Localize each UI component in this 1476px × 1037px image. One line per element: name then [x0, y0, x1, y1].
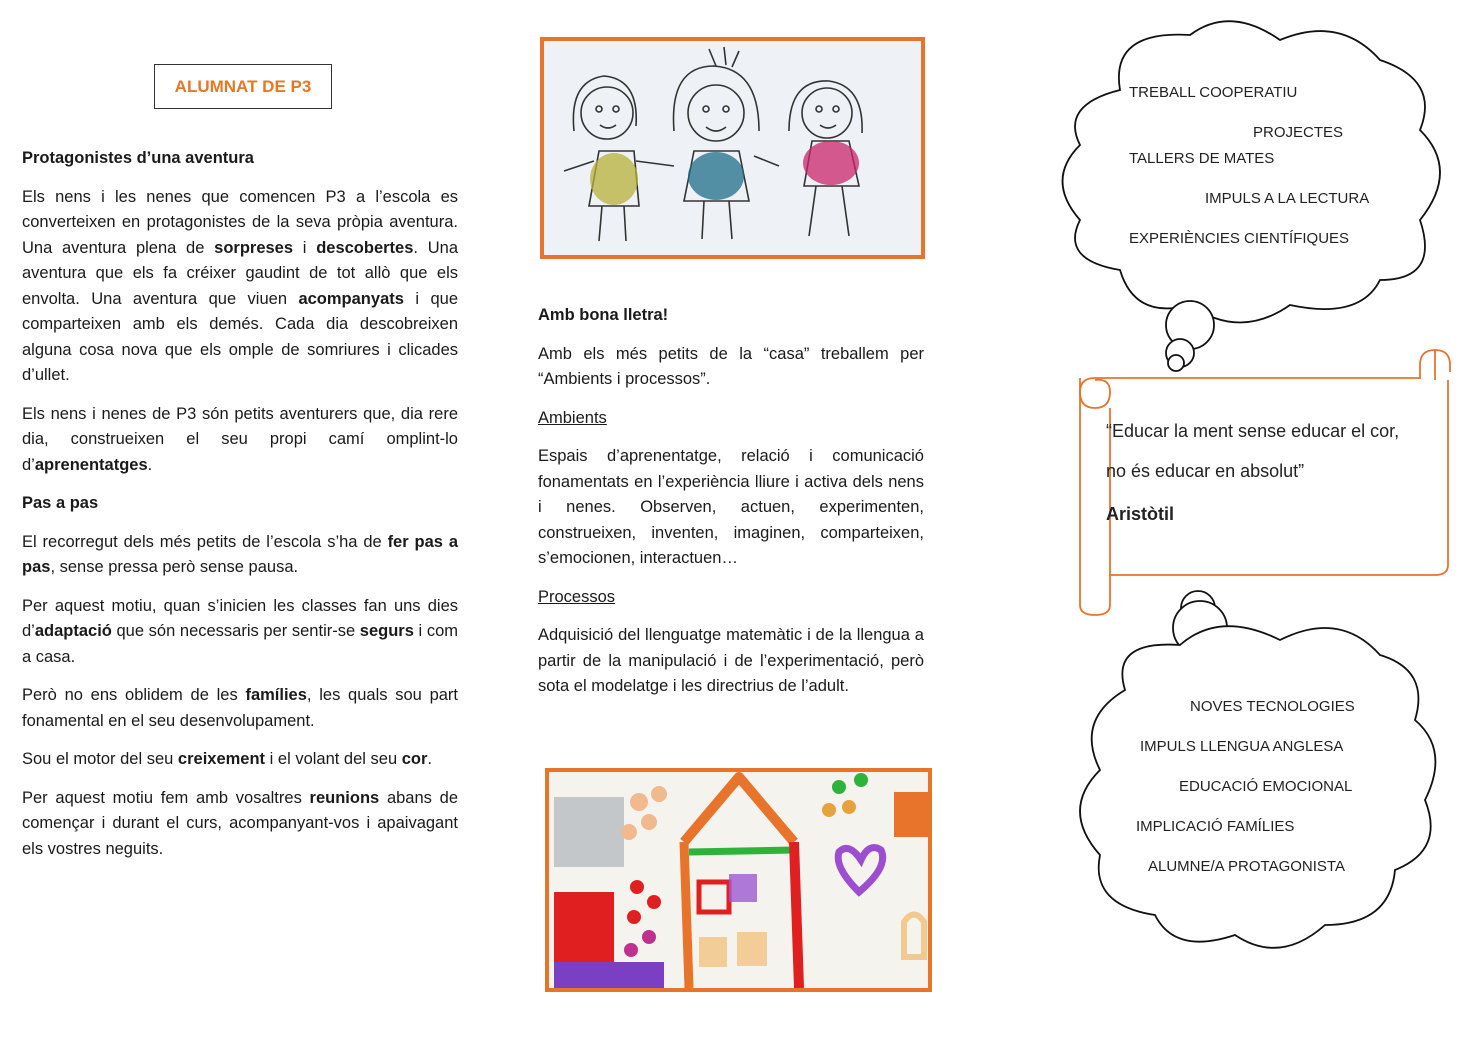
- bold-text: famílies: [245, 686, 307, 704]
- bold-text: reunions: [309, 788, 380, 807]
- text-run: , les quals sou part fonamental en el seu desenvolupament.: [22, 686, 458, 730]
- cloud-item: EDUCACIÓ EMOCIONAL: [1179, 778, 1353, 795]
- text-run: , sense pressa però sense pausa.: [50, 558, 299, 576]
- ambients-paragraph: Espais d’aprenentatge, relació i comunicació fonamentats en l’experiència lliure i activa dels nens i nenes. Observen, actuen, experimenten, construeixen, inventen, imaginen, comparteixen, s’emocionen, interactuen…: [538, 447, 924, 567]
- cloud-item: EXPERIÈNCIES CIENTÍFIQUES: [1129, 230, 1350, 247]
- text-run: i: [293, 238, 317, 257]
- house-painting-image: [545, 768, 932, 992]
- text-run: .: [427, 750, 433, 768]
- text-run: abans de començar i durant el curs, acompanyant-vos i apaivagant els vostres neguits.: [22, 788, 458, 858]
- cloud-top-shape: [1063, 21, 1441, 322]
- cloud-item: TALLERS DE MATES: [1129, 150, 1275, 167]
- quote-line-2: no és educar en absolut”: [1106, 461, 1305, 481]
- left-column: [22, 146, 458, 875]
- bold-text: adaptació: [34, 622, 112, 640]
- paragraph: [22, 402, 458, 479]
- bold-text: sorpreses: [214, 238, 294, 257]
- paragraph: [22, 594, 458, 671]
- quote-line-1: “Educar la ment sense educar el cor,: [1106, 421, 1400, 441]
- quote-author: Aristòtil: [1106, 504, 1175, 524]
- cloud-item: IMPULS LLENGUA ANGLESA: [1140, 738, 1344, 755]
- page-title-box: [154, 64, 332, 109]
- heading-pas-a-pas: Pas a pas: [22, 494, 99, 512]
- paragraph: [22, 683, 458, 734]
- heading-protagonistes: Protagonistes d’una aventura: [22, 149, 254, 167]
- paragraph: [22, 530, 458, 581]
- middle-column: [538, 303, 924, 713]
- text-run: .: [147, 455, 153, 474]
- bold-text: descobertes: [316, 238, 414, 257]
- text-run: i com a casa.: [22, 622, 458, 666]
- subheading-ambients: Ambients: [538, 408, 607, 427]
- text-run: Per aquest motiu fem amb vosaltres: [22, 788, 310, 807]
- children-drawing-image: [540, 37, 925, 259]
- cloud-item: TREBALL COOPERATIU: [1129, 84, 1298, 101]
- text-run: Per aquest motiu, quan s’inicien les classes fan uns dies d’: [22, 596, 458, 640]
- text-run: El recorregut dels més petits de l’escola s’ha de: [22, 532, 388, 551]
- heading-amb-bona-lletra: Amb bona lletra!: [538, 306, 669, 324]
- paragraph: [22, 185, 458, 389]
- text-run: i que comparteixen amb els demés. Cada dia descobreixen alguna cosa nova que els omple de somriures i clicades d’ullet.: [22, 289, 458, 384]
- bold-text: aprenentatges: [34, 455, 148, 474]
- text-run: Sou el motor del seu: [22, 750, 178, 768]
- intro-paragraph: Amb els més petits de la “casa” treballem per “Ambients i processos”.: [538, 344, 924, 388]
- bold-text: fer pas a pas: [22, 532, 458, 576]
- text-run: que són necessaris per sentir-se: [111, 622, 360, 640]
- bold-text: acompanyats: [298, 289, 404, 308]
- text-run: i el volant del seu: [265, 750, 402, 768]
- cloud-item: NOVES TECNOLOGIES: [1190, 698, 1355, 715]
- house-painting-illustration: [549, 772, 928, 988]
- children-drawing-illustration: [544, 41, 921, 255]
- bold-text: cor: [401, 750, 428, 768]
- text-run: Els nens i nenes de P3 són petits aventurers que, dia rere dia, construeixen el seu propi camí omplint-lo d’: [22, 404, 458, 474]
- cloud-item: PROJECTES: [1253, 124, 1344, 141]
- cloud-item: ALUMNE/A PROTAGONISTA: [1148, 858, 1345, 875]
- bold-text: segurs: [359, 622, 414, 640]
- page-title: ALUMNAT DE P3: [174, 76, 312, 96]
- text-run: Els nens i les nenes que comencen P3 a l’escola es converteixen en protagonistes de la seva pròpia aventura. Una aventura plena de: [22, 187, 458, 257]
- processos-paragraph: Adquisició del llenguatge matemàtic i de la llengua a partir de la manipulació i de l’experimentació, però sota el modelatge i les directrius de l’adult.: [538, 626, 924, 695]
- text-run: . Una aventura que els fa créixer gaudint de tot allò que els envolta. Una aventura que viuen: [22, 238, 458, 308]
- cloud-item: IMPLICACIÓ FAMÍLIES: [1136, 818, 1295, 835]
- subheading-processos: Processos: [538, 587, 616, 606]
- paragraph: [22, 747, 458, 773]
- paragraph: [22, 786, 458, 863]
- text-run: Però no ens oblidem de les: [22, 686, 246, 704]
- cloud-item: IMPULS A LA LECTURA: [1205, 190, 1370, 207]
- bold-text: creixement: [177, 750, 266, 768]
